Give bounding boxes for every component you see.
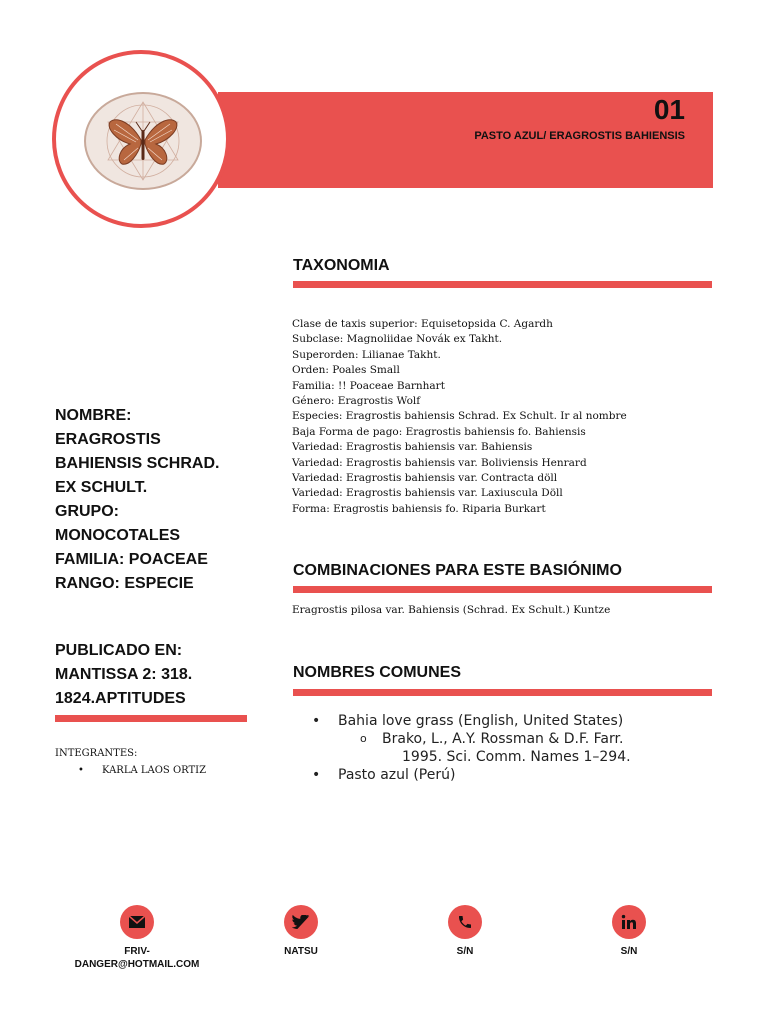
bullet: • bbox=[312, 713, 321, 729]
common-name: Pasto azul (Perú) bbox=[338, 767, 456, 783]
summary-line: NOMBRE: bbox=[55, 407, 132, 424]
publication-line: PUBLICADO EN: bbox=[55, 642, 183, 659]
combinaciones-rule bbox=[293, 586, 712, 593]
species-summary bbox=[55, 404, 255, 596]
publication-line: MANTISSA 2: 318. bbox=[55, 666, 193, 683]
contact-label: NATSU bbox=[284, 946, 318, 957]
twitter-icon[interactable] bbox=[284, 905, 318, 939]
common-name: Bahia love grass (English, United States) bbox=[338, 713, 624, 729]
reference-line: 1995. Sci. Comm. Names 1–294. bbox=[402, 749, 631, 765]
bullet: • bbox=[78, 765, 84, 776]
taxonomy-line: Baja Forma de pago: Eragrostis bahiensis fo. Bahiensis bbox=[292, 425, 586, 438]
contact-label: DANGER@HOTMAIL.COM bbox=[74, 959, 200, 970]
integrante-item bbox=[78, 765, 206, 776]
publication-line: 1824.APTITUDES bbox=[55, 690, 186, 707]
summary-line: GRUPO: bbox=[55, 503, 119, 520]
taxonomy-line: Variedad: Eragrostis bahiensis var. Bahiensis bbox=[292, 441, 533, 454]
publication-rule bbox=[55, 715, 247, 722]
summary-line: MONOCOTALES bbox=[55, 527, 181, 544]
taxonomy-line: Superorden: Lilianae Takht. bbox=[292, 348, 441, 361]
summary-line: RANGO: ESPECIE bbox=[55, 575, 194, 592]
contact-email[interactable] bbox=[72, 905, 202, 971]
combinaciones-heading: COMBINACIONES PARA ESTE BASIÓNIMO bbox=[293, 562, 622, 579]
integrante-name: KARLA LAOS ORTIZ bbox=[102, 765, 207, 776]
taxonomy-line: Especies: Eragrostis bahiensis Schrad. Ex Schult. Ir al nombre bbox=[292, 410, 627, 423]
taxonomy-line: Subclase: Magnoliidae Novák ex Takht. bbox=[292, 333, 503, 346]
taxonomy-line: Género: Eragrostis Wolf bbox=[292, 395, 421, 408]
taxonomy-line: Familia: !! Poaceae Barnhart bbox=[292, 379, 445, 392]
common-names-list bbox=[312, 712, 712, 784]
summary-line: EX SCHULT. bbox=[55, 479, 148, 496]
sub-bullet: o bbox=[360, 732, 367, 745]
mail-icon[interactable] bbox=[120, 905, 154, 939]
logo-circle bbox=[52, 50, 230, 228]
publication-info bbox=[55, 639, 255, 711]
list-item bbox=[312, 766, 712, 784]
header-band bbox=[218, 92, 713, 188]
taxonomia-rule bbox=[293, 281, 712, 288]
summary-line: ERAGROSTIS bbox=[55, 431, 161, 448]
taxonomy-line: Orden: Poales Small bbox=[292, 364, 400, 377]
bullet: • bbox=[312, 767, 321, 783]
page-subtitle: PASTO AZUL/ ERAGROSTIS BAHIENSIS bbox=[474, 130, 685, 142]
integrantes-heading: INTEGRANTES: bbox=[55, 748, 138, 759]
taxonomy-line: Variedad: Eragrostis bahiensis var. Contracta döll bbox=[292, 472, 558, 485]
nombres-comunes-rule bbox=[293, 689, 712, 696]
list-item bbox=[312, 712, 712, 730]
summary-line: BAHIENSIS SCHRAD. bbox=[55, 455, 220, 472]
contact-label: S/N bbox=[620, 946, 638, 957]
taxonomy-line: Clase de taxis superior: Equisetopsida C. Agardh bbox=[292, 318, 553, 330]
taxonomy-line: Forma: Eragrostis bahiensis fo. Riparia Burkart bbox=[292, 502, 546, 515]
list-subitem bbox=[312, 730, 712, 766]
contact-label: FRIV- bbox=[124, 946, 150, 957]
taxonomy-line: Variedad: Eragrostis bahiensis var. Laxiuscula Döll bbox=[292, 487, 563, 500]
summary-line: FAMILIA: POACEAE bbox=[55, 551, 208, 568]
contact-phone[interactable] bbox=[400, 905, 530, 958]
butterfly-logo-icon bbox=[84, 92, 202, 190]
taxonomy-list bbox=[292, 317, 712, 517]
reference-line: Brako, L., A.Y. Rossman & D.F. Farr. bbox=[382, 731, 624, 747]
contact-twitter[interactable] bbox=[236, 905, 366, 958]
page-number: 01 bbox=[653, 94, 685, 125]
linkedin-icon[interactable] bbox=[612, 905, 646, 939]
taxonomy-line: Variedad: Eragrostis bahiensis var. Boliviensis Henrard bbox=[292, 456, 587, 469]
nombres-comunes-heading: NOMBRES COMUNES bbox=[293, 664, 462, 681]
taxonomia-heading: TAXONOMIA bbox=[293, 257, 390, 274]
contact-linkedin[interactable] bbox=[564, 905, 694, 958]
phone-icon[interactable] bbox=[448, 905, 482, 939]
contact-label: S/N bbox=[456, 946, 474, 957]
combinaciones-text: Eragrostis pilosa var. Bahiensis (Schrad. Ex Schult.) Kuntze bbox=[292, 604, 611, 616]
